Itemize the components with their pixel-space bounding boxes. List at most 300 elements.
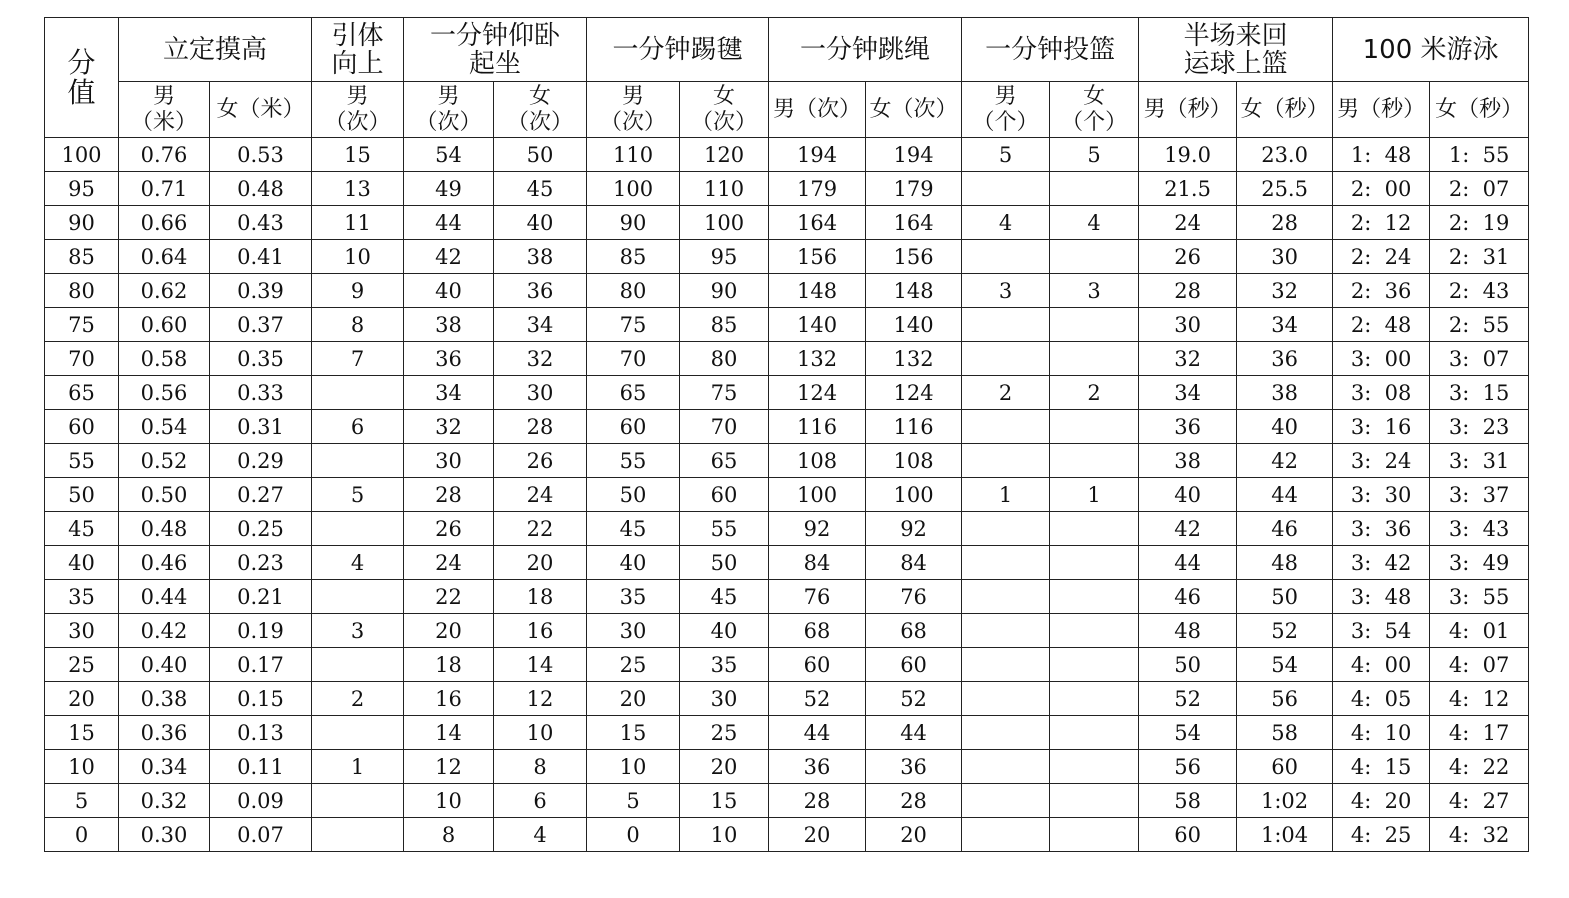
- table-cell: 124: [866, 376, 962, 410]
- table-cell: 84: [866, 546, 962, 580]
- table-cell: 0.34: [119, 750, 210, 784]
- table-cell: 34: [1139, 376, 1237, 410]
- table-cell: 0.53: [210, 138, 312, 172]
- table-cell: 8: [312, 308, 404, 342]
- table-cell: [962, 580, 1050, 614]
- table-cell: 60: [866, 648, 962, 682]
- table-cell: 44: [769, 716, 866, 750]
- table-cell: 54: [1139, 716, 1237, 750]
- score-header-line: 分: [67, 45, 96, 79]
- table-cell: 2: 55: [1430, 308, 1529, 342]
- table-cell: 21.5: [1139, 172, 1237, 206]
- column-subheader: [866, 82, 962, 138]
- table-cell: 48: [1139, 614, 1237, 648]
- column-subheader: [210, 82, 312, 138]
- table-cell: 32: [404, 410, 494, 444]
- score-cell: 35: [45, 580, 119, 614]
- column-subheader-line: 女（米）: [216, 96, 305, 122]
- table-cell: 56: [1139, 750, 1237, 784]
- group-header: [1333, 18, 1529, 82]
- group-header: [404, 18, 587, 82]
- table-cell: 0.52: [119, 444, 210, 478]
- table-cell: 22: [494, 512, 587, 546]
- table-cell: [962, 750, 1050, 784]
- table-cell: 4: [962, 206, 1050, 240]
- column-subheader-line: 男: [346, 83, 369, 109]
- group-header-line: 一分钟投篮: [985, 34, 1116, 65]
- column-subheader-line: 女: [713, 83, 736, 109]
- group-header: [1139, 18, 1333, 82]
- table-cell: 1: [1050, 478, 1139, 512]
- table-cell: 20: [494, 546, 587, 580]
- column-subheader-line: 女: [529, 83, 552, 109]
- table-cell: [962, 444, 1050, 478]
- table-cell: [1050, 614, 1139, 648]
- table-cell: 1:02: [1237, 784, 1333, 818]
- score-cell: 100: [45, 138, 119, 172]
- table-row: [45, 444, 1529, 478]
- table-cell: 68: [866, 614, 962, 648]
- column-subheader-line: 男: [152, 83, 175, 109]
- table-cell: 3: 31: [1430, 444, 1529, 478]
- column-subheader: [404, 82, 494, 138]
- table-cell: 22: [404, 580, 494, 614]
- table-cell: 2: 48: [1333, 308, 1430, 342]
- table-row: [45, 614, 1529, 648]
- table-cell: 3: 54: [1333, 614, 1430, 648]
- group-header-line: 向上: [331, 48, 384, 79]
- table-row: [45, 478, 1529, 512]
- table-cell: [962, 682, 1050, 716]
- table-cell: 0.30: [119, 818, 210, 852]
- column-subheader: [769, 82, 866, 138]
- table-cell: [1050, 172, 1139, 206]
- table-cell: 76: [769, 580, 866, 614]
- table-cell: 3: 15: [1430, 376, 1529, 410]
- score-cell: 45: [45, 512, 119, 546]
- group-header-line: 起坐: [469, 48, 522, 79]
- column-subheader: [680, 82, 769, 138]
- table-cell: 0.21: [210, 580, 312, 614]
- table-row: [45, 172, 1529, 206]
- table-cell: 132: [769, 342, 866, 376]
- table-cell: 2: 07: [1430, 172, 1529, 206]
- table-row: [45, 512, 1529, 546]
- table-cell: 42: [1139, 512, 1237, 546]
- table-cell: 25: [680, 716, 769, 750]
- score-header-line: 值: [67, 75, 96, 109]
- score-cell: 10: [45, 750, 119, 784]
- column-subheader-line: 女（秒）: [1435, 96, 1524, 122]
- column-subheader-line: （米）: [130, 109, 197, 135]
- table-cell: 0.41: [210, 240, 312, 274]
- table-cell: 132: [866, 342, 962, 376]
- table-cell: 10: [494, 716, 587, 750]
- column-subheader-line: （个）: [1061, 109, 1128, 135]
- table-cell: 0.60: [119, 308, 210, 342]
- table-cell: 156: [769, 240, 866, 274]
- column-subheader-line: （次）: [415, 109, 482, 135]
- table-cell: 58: [1139, 784, 1237, 818]
- table-cell: [962, 410, 1050, 444]
- table-cell: [962, 784, 1050, 818]
- table-cell: 36: [1139, 410, 1237, 444]
- table-body: [45, 138, 1529, 852]
- table-cell: 0.48: [119, 512, 210, 546]
- table-cell: [962, 648, 1050, 682]
- table-cell: [962, 308, 1050, 342]
- table-cell: 30: [587, 614, 680, 648]
- table-cell: 5: [587, 784, 680, 818]
- table-cell: 85: [587, 240, 680, 274]
- table-cell: 46: [1237, 512, 1333, 546]
- table-cell: 24: [404, 546, 494, 580]
- table-cell: 50: [1237, 580, 1333, 614]
- table-cell: 1: 55: [1430, 138, 1529, 172]
- table-cell: 28: [404, 478, 494, 512]
- table-cell: 14: [404, 716, 494, 750]
- score-cell: 95: [45, 172, 119, 206]
- table-cell: 34: [404, 376, 494, 410]
- table-cell: 4: 25: [1333, 818, 1430, 852]
- column-subheader-line: （次）: [600, 109, 667, 135]
- table-row: [45, 546, 1529, 580]
- table-cell: 0.15: [210, 682, 312, 716]
- table-cell: 90: [680, 274, 769, 308]
- table-cell: 0.09: [210, 784, 312, 818]
- table-cell: 0.46: [119, 546, 210, 580]
- table-cell: 124: [769, 376, 866, 410]
- table-cell: 30: [494, 376, 587, 410]
- table-cell: 0: [587, 818, 680, 852]
- table-cell: [962, 716, 1050, 750]
- table-cell: 26: [1139, 240, 1237, 274]
- table-cell: 0.23: [210, 546, 312, 580]
- table-cell: 0.62: [119, 274, 210, 308]
- table-cell: 0.11: [210, 750, 312, 784]
- table-cell: 16: [404, 682, 494, 716]
- table-cell: 50: [494, 138, 587, 172]
- table-cell: 3: 30: [1333, 478, 1430, 512]
- table-cell: 8: [404, 818, 494, 852]
- header-row-subheaders: [45, 82, 1529, 138]
- table-cell: 3: 08: [1333, 376, 1430, 410]
- column-subheader-line: 男（秒）: [1143, 96, 1232, 122]
- table-cell: 100: [587, 172, 680, 206]
- column-subheader: [962, 82, 1050, 138]
- column-subheader: [1139, 82, 1237, 138]
- table-cell: 8: [494, 750, 587, 784]
- group-header-line: 一分钟踢毽: [612, 34, 743, 65]
- table-cell: 0.50: [119, 478, 210, 512]
- score-cell: 85: [45, 240, 119, 274]
- column-subheader-line: 男: [437, 83, 460, 109]
- table-cell: 116: [866, 410, 962, 444]
- table-cell: 110: [587, 138, 680, 172]
- table-cell: [962, 818, 1050, 852]
- column-subheader: [312, 82, 404, 138]
- table-row: [45, 648, 1529, 682]
- header-row-groups: [45, 18, 1529, 82]
- column-subheader-line: 男: [622, 83, 645, 109]
- table-cell: 65: [587, 376, 680, 410]
- group-header: [587, 18, 769, 82]
- group-header: [962, 18, 1139, 82]
- score-cell: 5: [45, 784, 119, 818]
- score-cell: 25: [45, 648, 119, 682]
- table-cell: 0.40: [119, 648, 210, 682]
- table-cell: 1: [962, 478, 1050, 512]
- table-cell: 68: [769, 614, 866, 648]
- table-cell: 10: [312, 240, 404, 274]
- column-subheader: [119, 82, 210, 138]
- table-row: [45, 342, 1529, 376]
- table-cell: 4: 01: [1430, 614, 1529, 648]
- table-cell: 32: [1237, 274, 1333, 308]
- column-subheader: [1237, 82, 1333, 138]
- table-cell: 19.0: [1139, 138, 1237, 172]
- table-cell: 3: [312, 614, 404, 648]
- table-cell: 52: [866, 682, 962, 716]
- table-cell: 38: [404, 308, 494, 342]
- table-cell: 0.76: [119, 138, 210, 172]
- table-row: [45, 580, 1529, 614]
- table-row: [45, 240, 1529, 274]
- table-cell: 3: 42: [1333, 546, 1430, 580]
- table-cell: [1050, 512, 1139, 546]
- table-cell: 65: [680, 444, 769, 478]
- table-cell: 15: [680, 784, 769, 818]
- table-cell: 140: [866, 308, 962, 342]
- table-cell: 36: [494, 274, 587, 308]
- table-cell: 25: [587, 648, 680, 682]
- table-cell: 52: [769, 682, 866, 716]
- score-cell: 60: [45, 410, 119, 444]
- score-cell: 40: [45, 546, 119, 580]
- table-cell: 36: [866, 750, 962, 784]
- table-cell: 2: 19: [1430, 206, 1529, 240]
- table-cell: 42: [1237, 444, 1333, 478]
- table-cell: 44: [1139, 546, 1237, 580]
- table-cell: 16: [494, 614, 587, 648]
- column-subheader-line: （个）: [972, 109, 1039, 135]
- table-cell: 40: [1139, 478, 1237, 512]
- table-cell: [1050, 342, 1139, 376]
- table-cell: [1050, 818, 1139, 852]
- table-cell: 164: [866, 206, 962, 240]
- table-cell: 0.56: [119, 376, 210, 410]
- table-cell: [1050, 648, 1139, 682]
- table-cell: 100: [769, 478, 866, 512]
- table-cell: 56: [1237, 682, 1333, 716]
- table-cell: 179: [769, 172, 866, 206]
- group-header: [119, 18, 312, 82]
- column-subheader-line: （次）: [324, 109, 391, 135]
- table-cell: 0.66: [119, 206, 210, 240]
- score-cell: 90: [45, 206, 119, 240]
- table-cell: 0.43: [210, 206, 312, 240]
- score-header: [45, 18, 119, 138]
- column-subheader-line: （次）: [691, 109, 758, 135]
- score-table: [44, 17, 1529, 852]
- table-cell: 18: [404, 648, 494, 682]
- score-cell: 70: [45, 342, 119, 376]
- table-cell: 44: [866, 716, 962, 750]
- table-row: [45, 138, 1529, 172]
- table-cell: 36: [769, 750, 866, 784]
- table-cell: 24: [494, 478, 587, 512]
- table-cell: 3: 48: [1333, 580, 1430, 614]
- table-cell: 14: [494, 648, 587, 682]
- table-cell: 1: 48: [1333, 138, 1430, 172]
- table-cell: 3: 24: [1333, 444, 1430, 478]
- table-cell: 6: [312, 410, 404, 444]
- table-cell: [1050, 580, 1139, 614]
- table-row: [45, 308, 1529, 342]
- table-cell: 4: 00: [1333, 648, 1430, 682]
- table-cell: 60: [1139, 818, 1237, 852]
- table-cell: 34: [1237, 308, 1333, 342]
- table-cell: 3: 43: [1430, 512, 1529, 546]
- table-cell: [1050, 240, 1139, 274]
- table-cell: [1050, 444, 1139, 478]
- table-cell: 54: [1237, 648, 1333, 682]
- table-cell: 54: [404, 138, 494, 172]
- table-cell: [312, 376, 404, 410]
- table-cell: [1050, 410, 1139, 444]
- table-cell: 148: [866, 274, 962, 308]
- table-cell: 4: 07: [1430, 648, 1529, 682]
- table-cell: 4: 20: [1333, 784, 1430, 818]
- table-cell: 2: 12: [1333, 206, 1430, 240]
- table-cell: 40: [587, 546, 680, 580]
- table-cell: 12: [494, 682, 587, 716]
- table-cell: 1:04: [1237, 818, 1333, 852]
- group-header: [769, 18, 962, 82]
- column-subheader-line: 男: [994, 83, 1017, 109]
- column-subheader: [494, 82, 587, 138]
- table-cell: 30: [404, 444, 494, 478]
- table-cell: 13: [312, 172, 404, 206]
- table-cell: 0.32: [119, 784, 210, 818]
- table-cell: 4: [494, 818, 587, 852]
- score-cell: 20: [45, 682, 119, 716]
- table-cell: 45: [494, 172, 587, 206]
- table-cell: [1050, 750, 1139, 784]
- table-cell: 80: [680, 342, 769, 376]
- table-cell: 45: [587, 512, 680, 546]
- table-cell: 4: 32: [1430, 818, 1529, 852]
- group-header: [312, 18, 404, 82]
- table-cell: 11: [312, 206, 404, 240]
- table-cell: 28: [1237, 206, 1333, 240]
- score-cell: 80: [45, 274, 119, 308]
- table-cell: [312, 512, 404, 546]
- table-cell: 20: [866, 818, 962, 852]
- table-cell: 4: 17: [1430, 716, 1529, 750]
- table-cell: 30: [680, 682, 769, 716]
- table-cell: 38: [1237, 376, 1333, 410]
- column-subheader-line: 男（次）: [773, 96, 862, 122]
- table-row: [45, 410, 1529, 444]
- table-cell: 60: [680, 478, 769, 512]
- table-cell: 84: [769, 546, 866, 580]
- table-cell: 4: [1050, 206, 1139, 240]
- table-cell: 3: 36: [1333, 512, 1430, 546]
- table-cell: 20: [404, 614, 494, 648]
- table-cell: 10: [404, 784, 494, 818]
- table-cell: 3: 49: [1430, 546, 1529, 580]
- table-cell: 35: [680, 648, 769, 682]
- table-cell: 50: [587, 478, 680, 512]
- table-cell: 2: [962, 376, 1050, 410]
- table-cell: 108: [769, 444, 866, 478]
- table-cell: 0.36: [119, 716, 210, 750]
- group-header-line: 运球上篮: [1183, 48, 1288, 79]
- table-cell: 28: [769, 784, 866, 818]
- table-cell: 48: [1237, 546, 1333, 580]
- table-cell: 75: [680, 376, 769, 410]
- table-cell: [1050, 784, 1139, 818]
- table-cell: [962, 172, 1050, 206]
- table-cell: 4: 15: [1333, 750, 1430, 784]
- table-cell: 3: 55: [1430, 580, 1529, 614]
- table-cell: 4: 12: [1430, 682, 1529, 716]
- table-cell: 20: [680, 750, 769, 784]
- table-cell: 58: [1237, 716, 1333, 750]
- table-cell: [312, 818, 404, 852]
- score-cell: 30: [45, 614, 119, 648]
- table-cell: 2: 24: [1333, 240, 1430, 274]
- table-cell: 76: [866, 580, 962, 614]
- table-cell: 28: [494, 410, 587, 444]
- table-cell: 5: [962, 138, 1050, 172]
- table-cell: [962, 342, 1050, 376]
- table-cell: [312, 716, 404, 750]
- table-cell: 0.48: [210, 172, 312, 206]
- table-cell: 38: [494, 240, 587, 274]
- table-cell: 55: [680, 512, 769, 546]
- column-subheader-line: 男（秒）: [1337, 96, 1426, 122]
- table-cell: 30: [1237, 240, 1333, 274]
- table-cell: 3: [962, 274, 1050, 308]
- score-cell: 15: [45, 716, 119, 750]
- table-cell: 40: [494, 206, 587, 240]
- table-cell: 164: [769, 206, 866, 240]
- table-row: [45, 750, 1529, 784]
- table-cell: 26: [404, 512, 494, 546]
- table-cell: 3: 00: [1333, 342, 1430, 376]
- table-cell: 2: 43: [1430, 274, 1529, 308]
- table-cell: 60: [1237, 750, 1333, 784]
- score-cell: 0: [45, 818, 119, 852]
- table-cell: 179: [866, 172, 962, 206]
- table-cell: 0.38: [119, 682, 210, 716]
- table-cell: 0.17: [210, 648, 312, 682]
- table-cell: 36: [1237, 342, 1333, 376]
- table-cell: 108: [866, 444, 962, 478]
- table-cell: 38: [1139, 444, 1237, 478]
- table-cell: 1: [312, 750, 404, 784]
- group-header-line: 一分钟跳绳: [800, 34, 931, 65]
- column-subheader: [1050, 82, 1139, 138]
- table-row: [45, 818, 1529, 852]
- table-cell: 2: 31: [1430, 240, 1529, 274]
- table-cell: 3: 07: [1430, 342, 1529, 376]
- table-cell: 0.35: [210, 342, 312, 376]
- table-cell: 32: [494, 342, 587, 376]
- table-cell: 0.19: [210, 614, 312, 648]
